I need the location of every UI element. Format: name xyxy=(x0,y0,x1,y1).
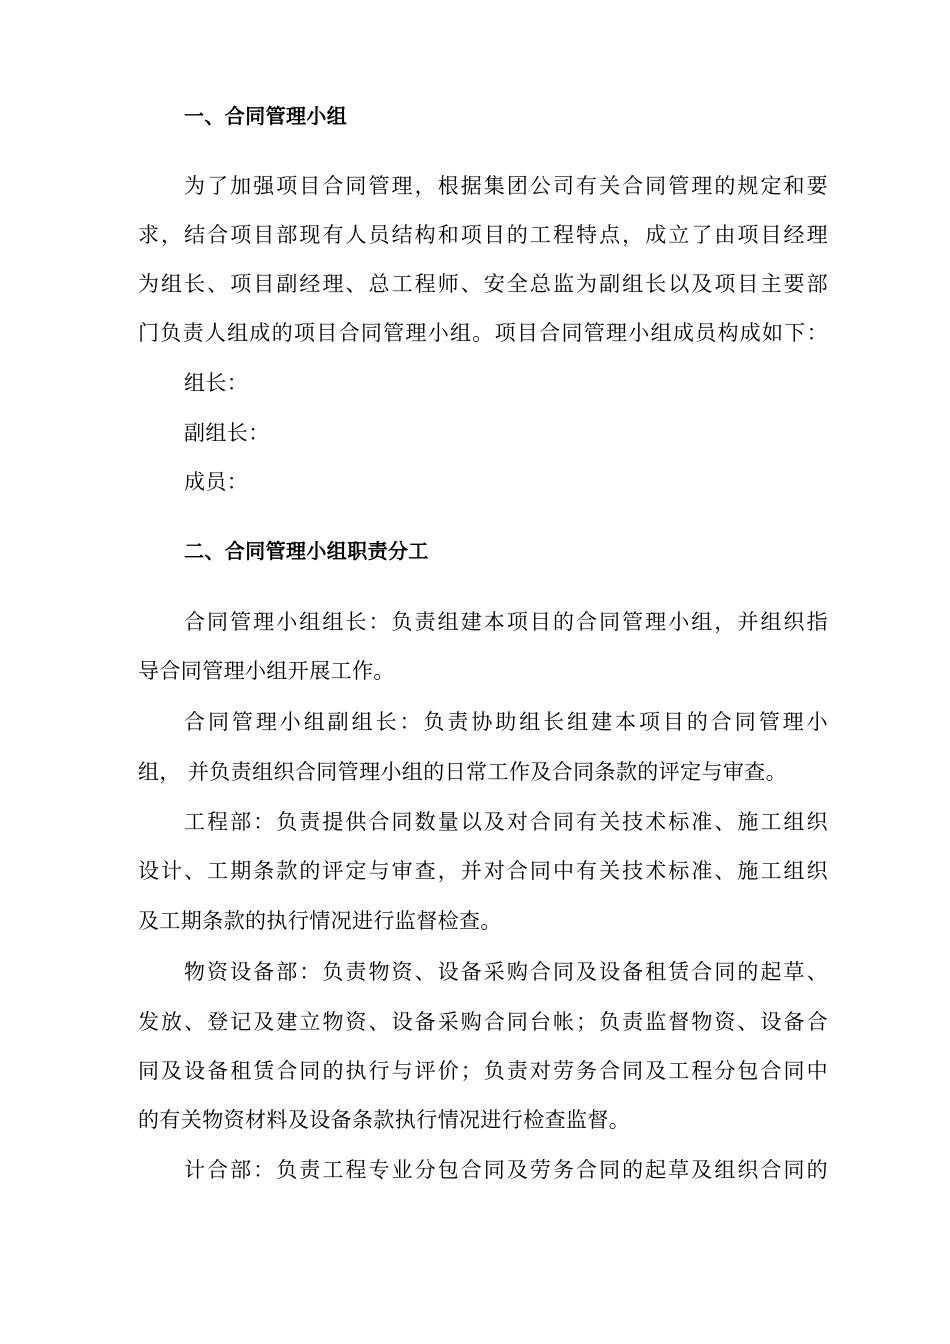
members-label: 成员： xyxy=(184,470,249,494)
section-1-paragraph-line: 求，结合项目部现有人员结构和项目的工程特点，成立了由项目经理 xyxy=(138,223,828,247)
section-1-paragraph-line: 门负责人组成的项目合同管理小组。项目合同管理小组成员构成如下： xyxy=(138,321,828,345)
leader-label: 组长： xyxy=(184,371,249,395)
materials-duty-line: 物资设备部：负责物资、设备采购合同及设备租赁合同的起草、 xyxy=(184,960,828,984)
engineering-duty-line: 设计、工期条款的评定与审查，并对合同中有关技术标准、施工组织 xyxy=(138,859,828,883)
materials-duty-line: 发放、登记及建立物资、设备采购合同台帐；负责监督物资、设备合 xyxy=(138,1010,828,1034)
deputy-duty-line: 组， 并负责组织合同管理小组的日常工作及合同条款的评定与审查。 xyxy=(138,760,788,784)
materials-duty-line: 同及设备租赁合同的执行与评价；负责对劳务合同及工程分包合同中 xyxy=(138,1059,828,1083)
section-1-paragraph-line: 为组长、项目副经理、总工程师、安全总监为副组长以及项目主要部 xyxy=(138,272,828,296)
engineering-duty-line: 及工期条款的执行情况进行监督检查。 xyxy=(138,909,502,933)
planning-duty-line: 计合部：负责工程专业分包合同及劳务合同的起草及组织合同的 xyxy=(184,1158,828,1182)
section-2-heading: 二、合同管理小组职责分工 xyxy=(184,539,429,563)
leader-duty-line: 导合同管理小组开展工作。 xyxy=(138,659,395,683)
leader-duty-line: 合同管理小组组长：负责组建本项目的合同管理小组，并组织指 xyxy=(184,610,828,634)
engineering-duty-line: 工程部：负责提供合同数量以及对合同有关技术标准、施工组织 xyxy=(184,810,828,834)
deputy-duty-line: 合同管理小组副组长：负责协助组长组建本项目的合同管理小 xyxy=(184,710,828,734)
deputy-leader-label: 副组长： xyxy=(184,421,270,445)
materials-duty-line: 的有关物资材料及设备条款执行情况进行检查监督。 xyxy=(138,1108,631,1132)
section-1-heading: 一、合同管理小组 xyxy=(184,104,348,128)
section-1-paragraph-line: 为了加强项目合同管理，根据集团公司有关合同管理的规定和要 xyxy=(184,174,828,198)
